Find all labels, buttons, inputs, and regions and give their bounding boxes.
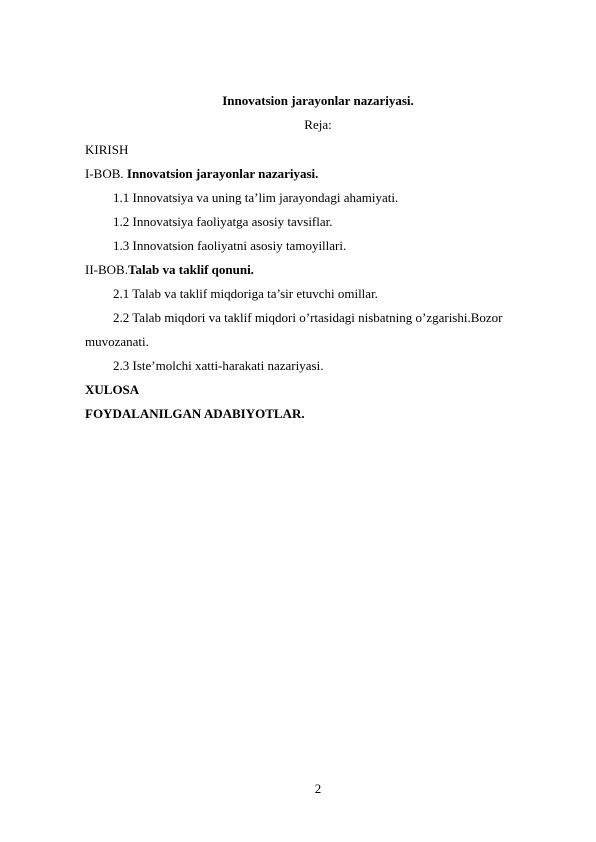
toc-intro: KIRISH (85, 142, 129, 157)
toc-references: FOYDALANILGAN ADABIYOTLAR. (85, 406, 305, 421)
toc-conclusion: XULOSA (85, 382, 140, 397)
chapter-1-title: Innovatsion jarayonlar nazariyasi. (126, 166, 319, 181)
table-of-contents (85, 142, 545, 430)
chapter-2-prefix: II-BOB. (85, 262, 128, 277)
toc-item-2-1: 2.1 Talab va taklif miqdoriga ta’sir etuvchi omillar. (113, 286, 378, 301)
chapter-1-prefix: I-BOB. (85, 166, 127, 181)
document-title: Innovatsion jarayonlar nazariyasi. (222, 93, 414, 108)
toc-item-1-1: 1.1 Innovatsiya va uning ta’lim jarayondagi ahamiyati. (113, 190, 399, 205)
chapter-2-title: Talab va taklif qonuni. (127, 262, 254, 277)
toc-item-1-3: 1.3 Innovatsion faoliyatni asosiy tamoyillari. (113, 238, 347, 253)
toc-chapter-2 (85, 262, 545, 278)
toc-item-2-2: 2.2 Talab miqdori va taklif miqdori o’rtasidagi nisbatning o’zgarishi.Bozor muvozanati. (85, 310, 503, 349)
toc-chapter-1 (85, 166, 545, 182)
page-number: 2 (314, 781, 322, 796)
toc-item-2-3: 2.3 Iste’molchi xatti-harakati nazariyasi. (113, 358, 324, 373)
plan-heading: Reja: (304, 117, 332, 132)
toc-item-1-2: 1.2 Innovatsiya faoliyatga asosiy tavsiflar. (113, 214, 333, 229)
